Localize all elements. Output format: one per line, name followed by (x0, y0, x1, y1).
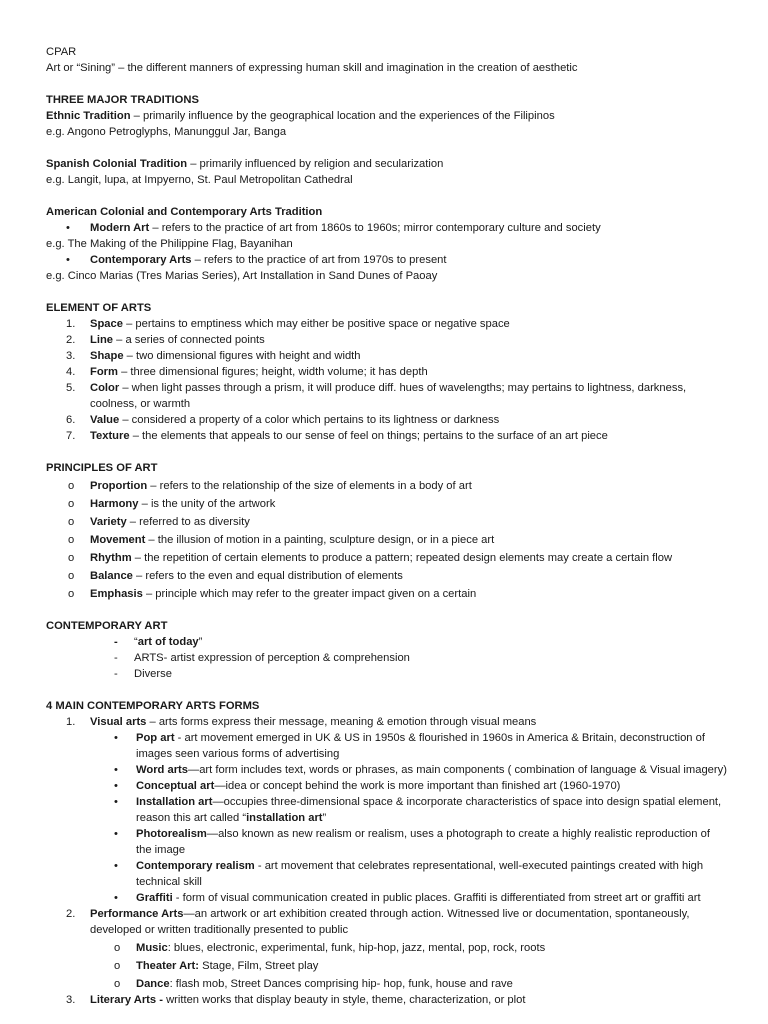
list-item: 3. Literary Arts - written works that display beauty in style, theme, characterization, or plot (66, 994, 526, 1006)
list-item: • Pop art - art movement emerged in UK & US in 1950s & flourished in 1960s in America & Britain, deconstruction of images seen various forms of advertising (114, 732, 705, 760)
bullet-marker: • (66, 222, 70, 234)
modern-art-item: • Modern Art – refers to the practice of art from 1860s to 1960s; mirror contemporary culture and society (46, 220, 728, 236)
list-item: 6. Value – considered a property of a color which pertains to its lightness or darkness (66, 414, 500, 426)
list-item: • Installation art—occupies three-dimensional space & incorporate characteristics of space into design spatial element, reason this art called “installation art” (114, 796, 722, 824)
spanish-tradition: Spanish Colonial Tradition – primarily influenced by religion and secularization (46, 158, 444, 170)
list-item: • Conceptual art—idea or concept behind the work is more important than finished art (1960-1970) (114, 780, 621, 792)
list-item: 1. Visual arts – arts forms express their message, meaning & emotion through visual means (66, 716, 537, 728)
spanish-example: e.g. Langit, lupa, at Impyerno, St. Paul Metropolitan Cathedral (46, 174, 353, 186)
list-item: o Rhythm – the repetition of certain elements to produce a pattern; repeated design elements may create a certain flow (68, 552, 673, 564)
list-item: 2. Performance Arts—an artwork or art exhibition created through action. Witnessed live or documentation, spontaneously, developed or written traditionally presented to public (66, 908, 690, 936)
list-item: • Word arts—art form includes text, words or phrases, as main components ( combination of language & Visual imagery) (114, 764, 727, 776)
contemporary-heading: CONTEMPORARY ART (46, 620, 168, 632)
contemporary-arts-item: • Contemporary Arts – refers to the practice of art from 1970s to present (46, 252, 728, 268)
list-item: o Dance: flash mob, Street Dances comprising hip- hop, funk, house and rave (114, 978, 513, 990)
list-item: o Balance – refers to the even and equal distribution of elements (68, 570, 403, 582)
american-heading: American Colonial and Contemporary Arts Tradition (46, 206, 323, 218)
ethnic-tradition: Ethnic Tradition – primarily influence by the geographical location and the experiences of the Filipinos (46, 110, 555, 122)
ethnic-example: e.g. Angono Petroglyphs, Manunggul Jar, Banga (46, 126, 287, 138)
modern-example: e.g. The Making of the Philippine Flag, Bayanihan (46, 238, 293, 250)
list-item: - ARTS- artist expression of perception & comprehension (114, 652, 410, 664)
list-item: o Emphasis – principle which may refer to the greater impact given on a certain (68, 588, 477, 600)
list-item: - Diverse (114, 668, 172, 680)
traditions-heading: THREE MAJOR TRADITIONS (46, 94, 199, 106)
list-item: o Harmony – is the unity of the artwork (68, 498, 276, 510)
list-item: 5. Color – when light passes through a prism, it will produce diff. hues of wavelengths; may pertains to lightness, darkness, coolness, or warmth (66, 382, 687, 410)
list-item: o Proportion – refers to the relationship of the size of elements in a body of art (68, 480, 472, 492)
list-item: 2. Line – a series of connected points (66, 334, 265, 346)
list-item: 3. Shape – two dimensional figures with height and width (66, 350, 361, 362)
list-item: • Graffiti - form of visual communication created in public places. Graffiti is differentiated from street art or graffiti art (114, 892, 701, 904)
list-item: 7. Texture – the elements that appeals to our sense of feel on things; pertains to the surface of an art piece (66, 430, 608, 442)
list-item: • Photorealism—also known as new realism or realism, uses a photograph to create a highly realistic reproduction of the image (114, 828, 710, 856)
list-item: 4. Form – three dimensional figures; height, width volume; it has depth (66, 366, 428, 378)
list-item: o Variety – referred to as diversity (68, 516, 250, 528)
forms-heading: 4 MAIN CONTEMPORARY ARTS FORMS (46, 700, 260, 712)
list-item: o Theater Art: Stage, Film, Street play (114, 960, 319, 972)
list-item: o Music: blues, electronic, experimental, funk, hip-hop, jazz, mental, pop, rock, roots (114, 942, 546, 954)
list-item: 1. Space – pertains to emptiness which may either be positive space or negative space (66, 318, 510, 330)
intro-text: Art or “Sining” – the different manners of expressing human skill and imagination in the creation of aesthetic (46, 62, 578, 74)
bullet-marker: • (66, 254, 70, 266)
list-item: o Movement – the illusion of motion in a painting, sculpture design, or in a piece art (68, 534, 495, 546)
doc-title: CPAR (46, 46, 77, 58)
contemporary-example: e.g. Cinco Marias (Tres Marias Series), Art Installation in Sand Dunes of Paoay (46, 270, 438, 282)
list-item: • Contemporary realism - art movement that celebrates representational, well-executed paintings created with high technical skill (114, 860, 704, 888)
principles-heading: PRINCIPLES OF ART (46, 462, 158, 474)
elements-heading: ELEMENT OF ARTS (46, 302, 152, 314)
list-item: - “art of today” (114, 636, 203, 648)
